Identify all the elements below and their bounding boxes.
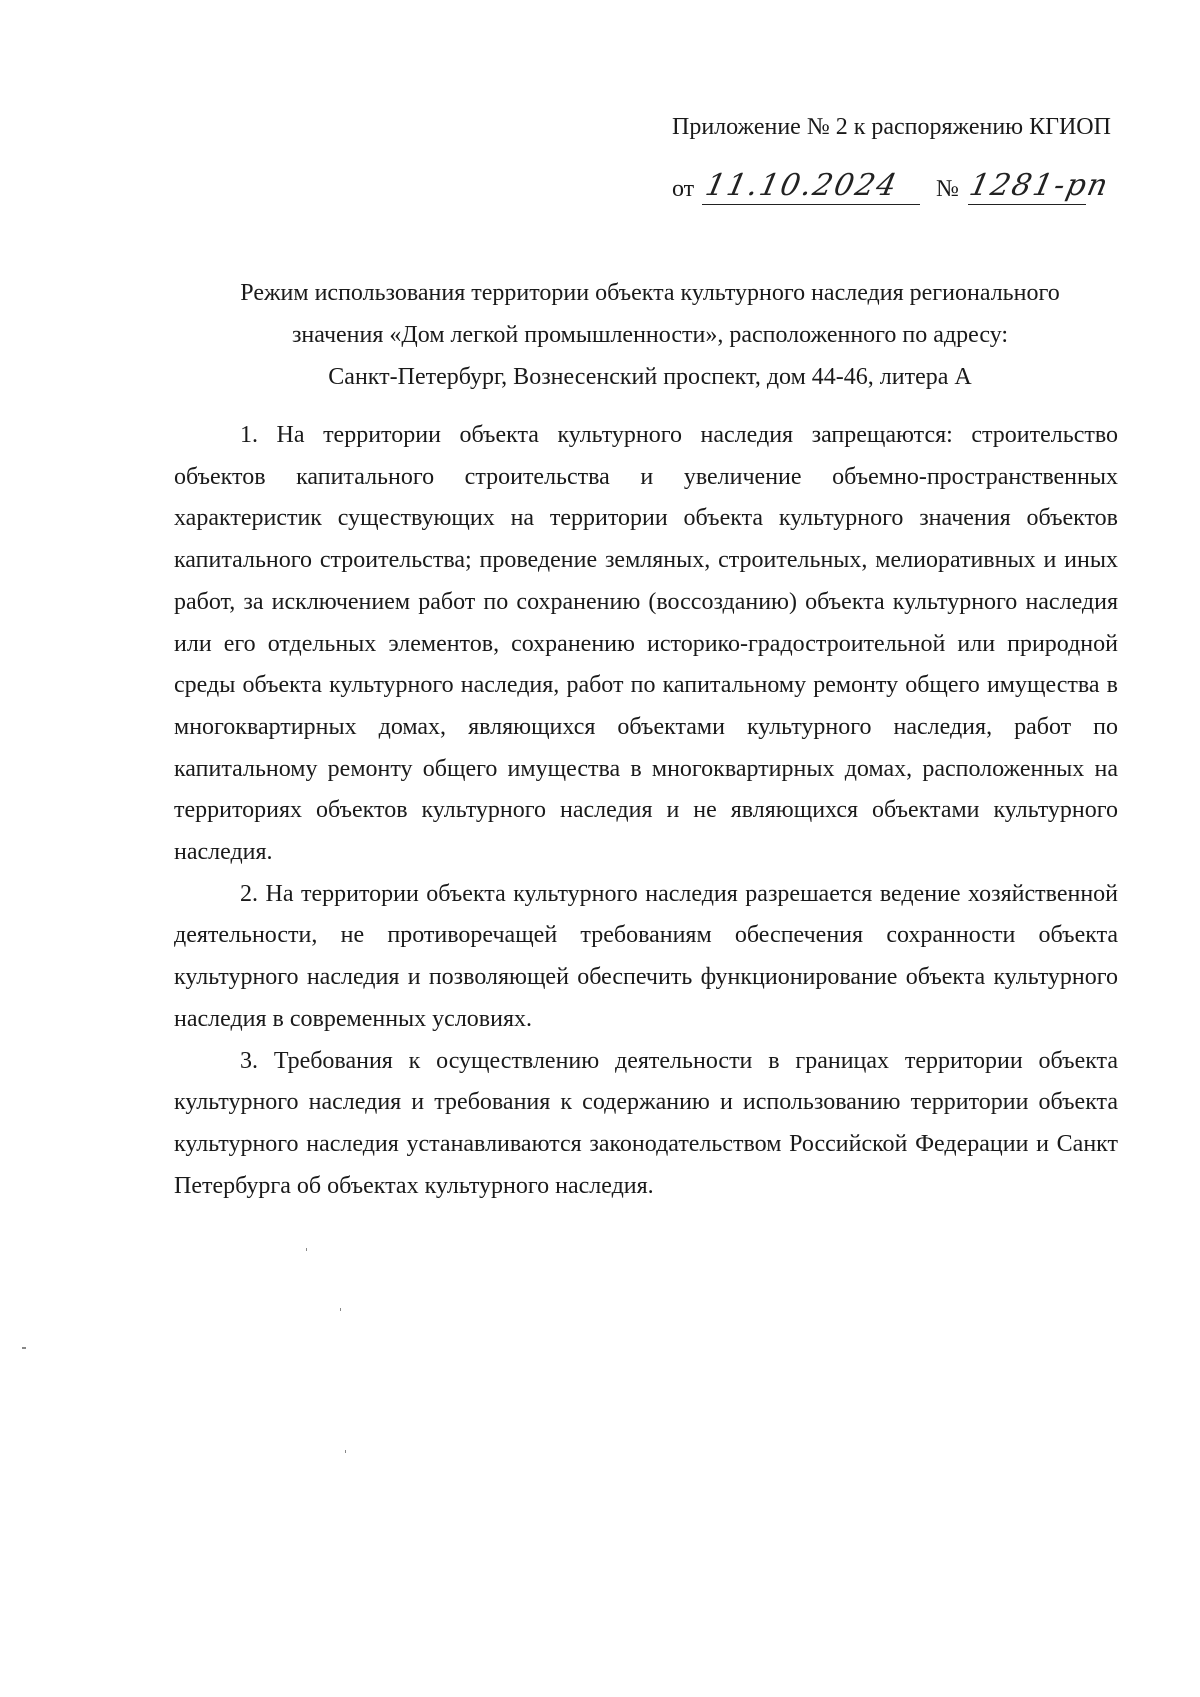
- paragraph-2: 2. На территории объекта культурного наследия разрешается ведение хозяйственной деятельности, не противоречащей требованиям обеспечения сохранности объекта культурного наследия и позволяющей обеспечить функционирование объекта культурного наследия в современных условиях.: [174, 880, 1118, 1032]
- paragraph-3: 3. Требования к осуществлению деятельности в границах территории объекта культурного наследия и требования к содержанию и использованию территории объекта культурного наследия устанавливаются законодательством Российской Федерации и Санкт Петербурга об объектах культурного наследия.: [174, 1047, 1118, 1199]
- title-line: Санкт-Петербург, Вознесенский проспект, дом 44-46, литера А: [328, 364, 972, 390]
- order-date-handwritten: 11.10.2024: [702, 168, 902, 203]
- title-line: Режим использования территории объекта культурного наследия регионального: [240, 280, 1060, 306]
- scan-speck: [306, 1248, 307, 1251]
- scan-speck: [345, 1450, 346, 1453]
- title-line: значения «Дом легкой промышленности», расположенного по адресу:: [291, 322, 1009, 348]
- scan-speck: [340, 1308, 341, 1311]
- scan-speck: [22, 1347, 26, 1349]
- appendix-heading: Приложение № 2 к распоряжению КГИОП: [672, 114, 1111, 140]
- order-date-label: от: [672, 176, 695, 202]
- paragraph-1: 1. На территории объекта культурного наследия запрещаются: строительство объектов капитального строительства и увеличение объемно-пространственных характеристик существующих на территории объекта культурного значения объектов капитального строительства; проведение земляных, строительных, мелиоративных и иных работ, за исключением работ по сохранению (воссозданию) объекта культурного наследия или его отдельных элементов, сохранению историко-градостроительной или природной среды объекта культурного наследия, работ по капитальному ремонту общего имущества в многоквартирных домах, являющихся объектами культурного наследия, работ по капитальному ремонту общего имущества в многоквартирных домах, расположенных на территориях объектов культурного наследия и не являющихся объектами культурного наследия.: [174, 422, 1118, 866]
- document-body: [174, 415, 1118, 1207]
- order-number-underline: [968, 204, 1086, 205]
- order-number-handwritten: 1281-рп: [966, 168, 1113, 203]
- order-number-label: №: [936, 176, 959, 202]
- order-reference-line: [672, 168, 1132, 208]
- document-title: [170, 272, 1130, 398]
- order-date-underline: [702, 204, 920, 205]
